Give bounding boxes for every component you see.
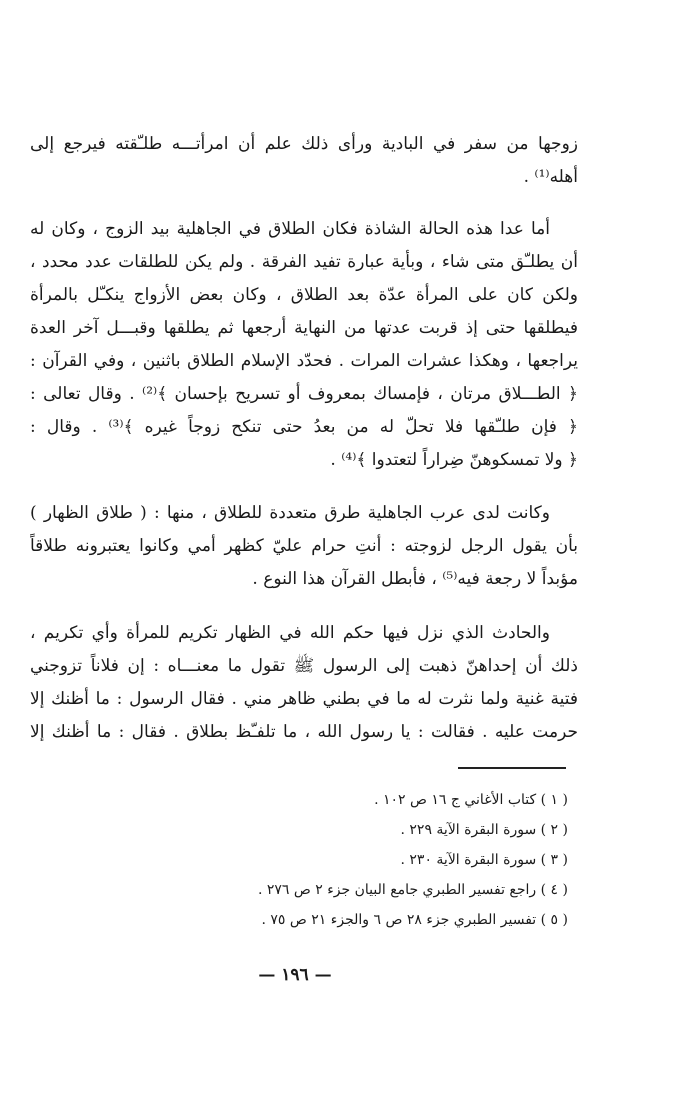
text-line: أهله⁽¹⁾ . bbox=[523, 167, 578, 187]
quran-verse-line: ﴿ الطـــلاق مرتان ، فإمساك بمعروف أو تسريح بإحسان ﴾⁽²⁾ . وقال تعالى : bbox=[30, 384, 578, 404]
page-number: — ١٩٦ — bbox=[258, 965, 332, 985]
paragraph-1 bbox=[30, 128, 578, 194]
text-line: فتية غنية ولما نثرت له ما في بطني ظاهر مني . فقال الرسول : ما أظنك إلا bbox=[30, 689, 578, 709]
paragraph-3 bbox=[30, 497, 578, 596]
text-line: ذلك أن إحداهنّ ذهبت إلى الرسول ﷺ تقول ما معنـــاه : إن فلاناً تزوجني bbox=[30, 656, 578, 676]
text-line: فيطلقها حتى إذ قربت عدتها من النهاية أرجعها ثم يطلقها وقبـــل آخر العدة bbox=[30, 318, 578, 338]
text-line: مؤبداً لا رجعة فيه⁽⁵⁾ ، فأبطل القرآن هذا النوع . bbox=[252, 569, 578, 589]
quran-verse-line: ﴿ ولا تمسكوهنّ ضِراراً لتعتدوا ﴾⁽⁴⁾ . bbox=[330, 450, 578, 470]
footnote: ( ٤ ) راجع تفسير الطبري جامع البيان جزء ٢ ص ٢٧٦ . bbox=[257, 882, 568, 898]
footnote: ( ٥ ) تفسير الطبري جزء ٢٨ ص ٦ والجزء ٢١ ص ٧٥ . bbox=[261, 912, 568, 928]
footnote-separator bbox=[458, 767, 566, 769]
text-line: حرمت عليه . فقالت : يا رسول الله ، ما تلفـّظ بطلاق . فقال : ما أظنك إلا bbox=[30, 722, 578, 742]
text-line: أما عدا هذه الحالة الشاذة فكان الطلاق في الجاهلية بيد الزوج ، وكان له bbox=[30, 219, 550, 239]
text-line: يراجعها ، وهكذا عشرات المرات . فحدّد الإسلام الطلاق باثنين ، وفي القرآن : bbox=[30, 351, 578, 371]
paragraph-2 bbox=[30, 213, 578, 477]
text-line: وكانت لدى عرب الجاهلية طرق متعددة للطلاق ، منها : ( طلاق الظهار ) bbox=[30, 503, 550, 523]
text-line: أن يطلـّق متى شاء ، وبأية عبارة تفيد الفرقة . ولم يكن للطلقات عدد محدد ، bbox=[30, 252, 578, 272]
text-line: بأن يقول الرجل لزوجته : أنتِ حرام عليّ كظهر أمي وكانوا يعتبرونه طلاقاً bbox=[30, 536, 578, 556]
footnote: ( ٣ ) سورة البقرة الآية ٢٣٠ . bbox=[400, 852, 568, 868]
text-line: ولكن كان على المرأة عدّة بعد الطلاق ، وكان بعض الأزواج ينكـّل بالمرأة bbox=[30, 285, 578, 305]
footnote: ( ٢ ) سورة البقرة الآية ٢٢٩ . bbox=[400, 822, 568, 838]
text-line: زوجها من سفر في البادية ورأى ذلك علم أن امرأتـــه طلـّقته فيرجع إلى bbox=[30, 134, 578, 154]
text-line: والحادث الذي نزل فيها حكم الله في الظهار تكريم للمرأة وأي تكريم ، bbox=[30, 623, 550, 643]
paragraph-4 bbox=[30, 617, 578, 749]
quran-verse-line: ﴿ فإن طلـّقها فلا تحلّ له من بعدُ حتى تنكح زوجاً غيره ﴾⁽³⁾ . وقال : bbox=[30, 417, 578, 437]
footnotes bbox=[30, 785, 568, 935]
footnote: ( ١ ) كتاب الأغاني ج ١٦ ص ١٠٢ . bbox=[374, 792, 568, 808]
